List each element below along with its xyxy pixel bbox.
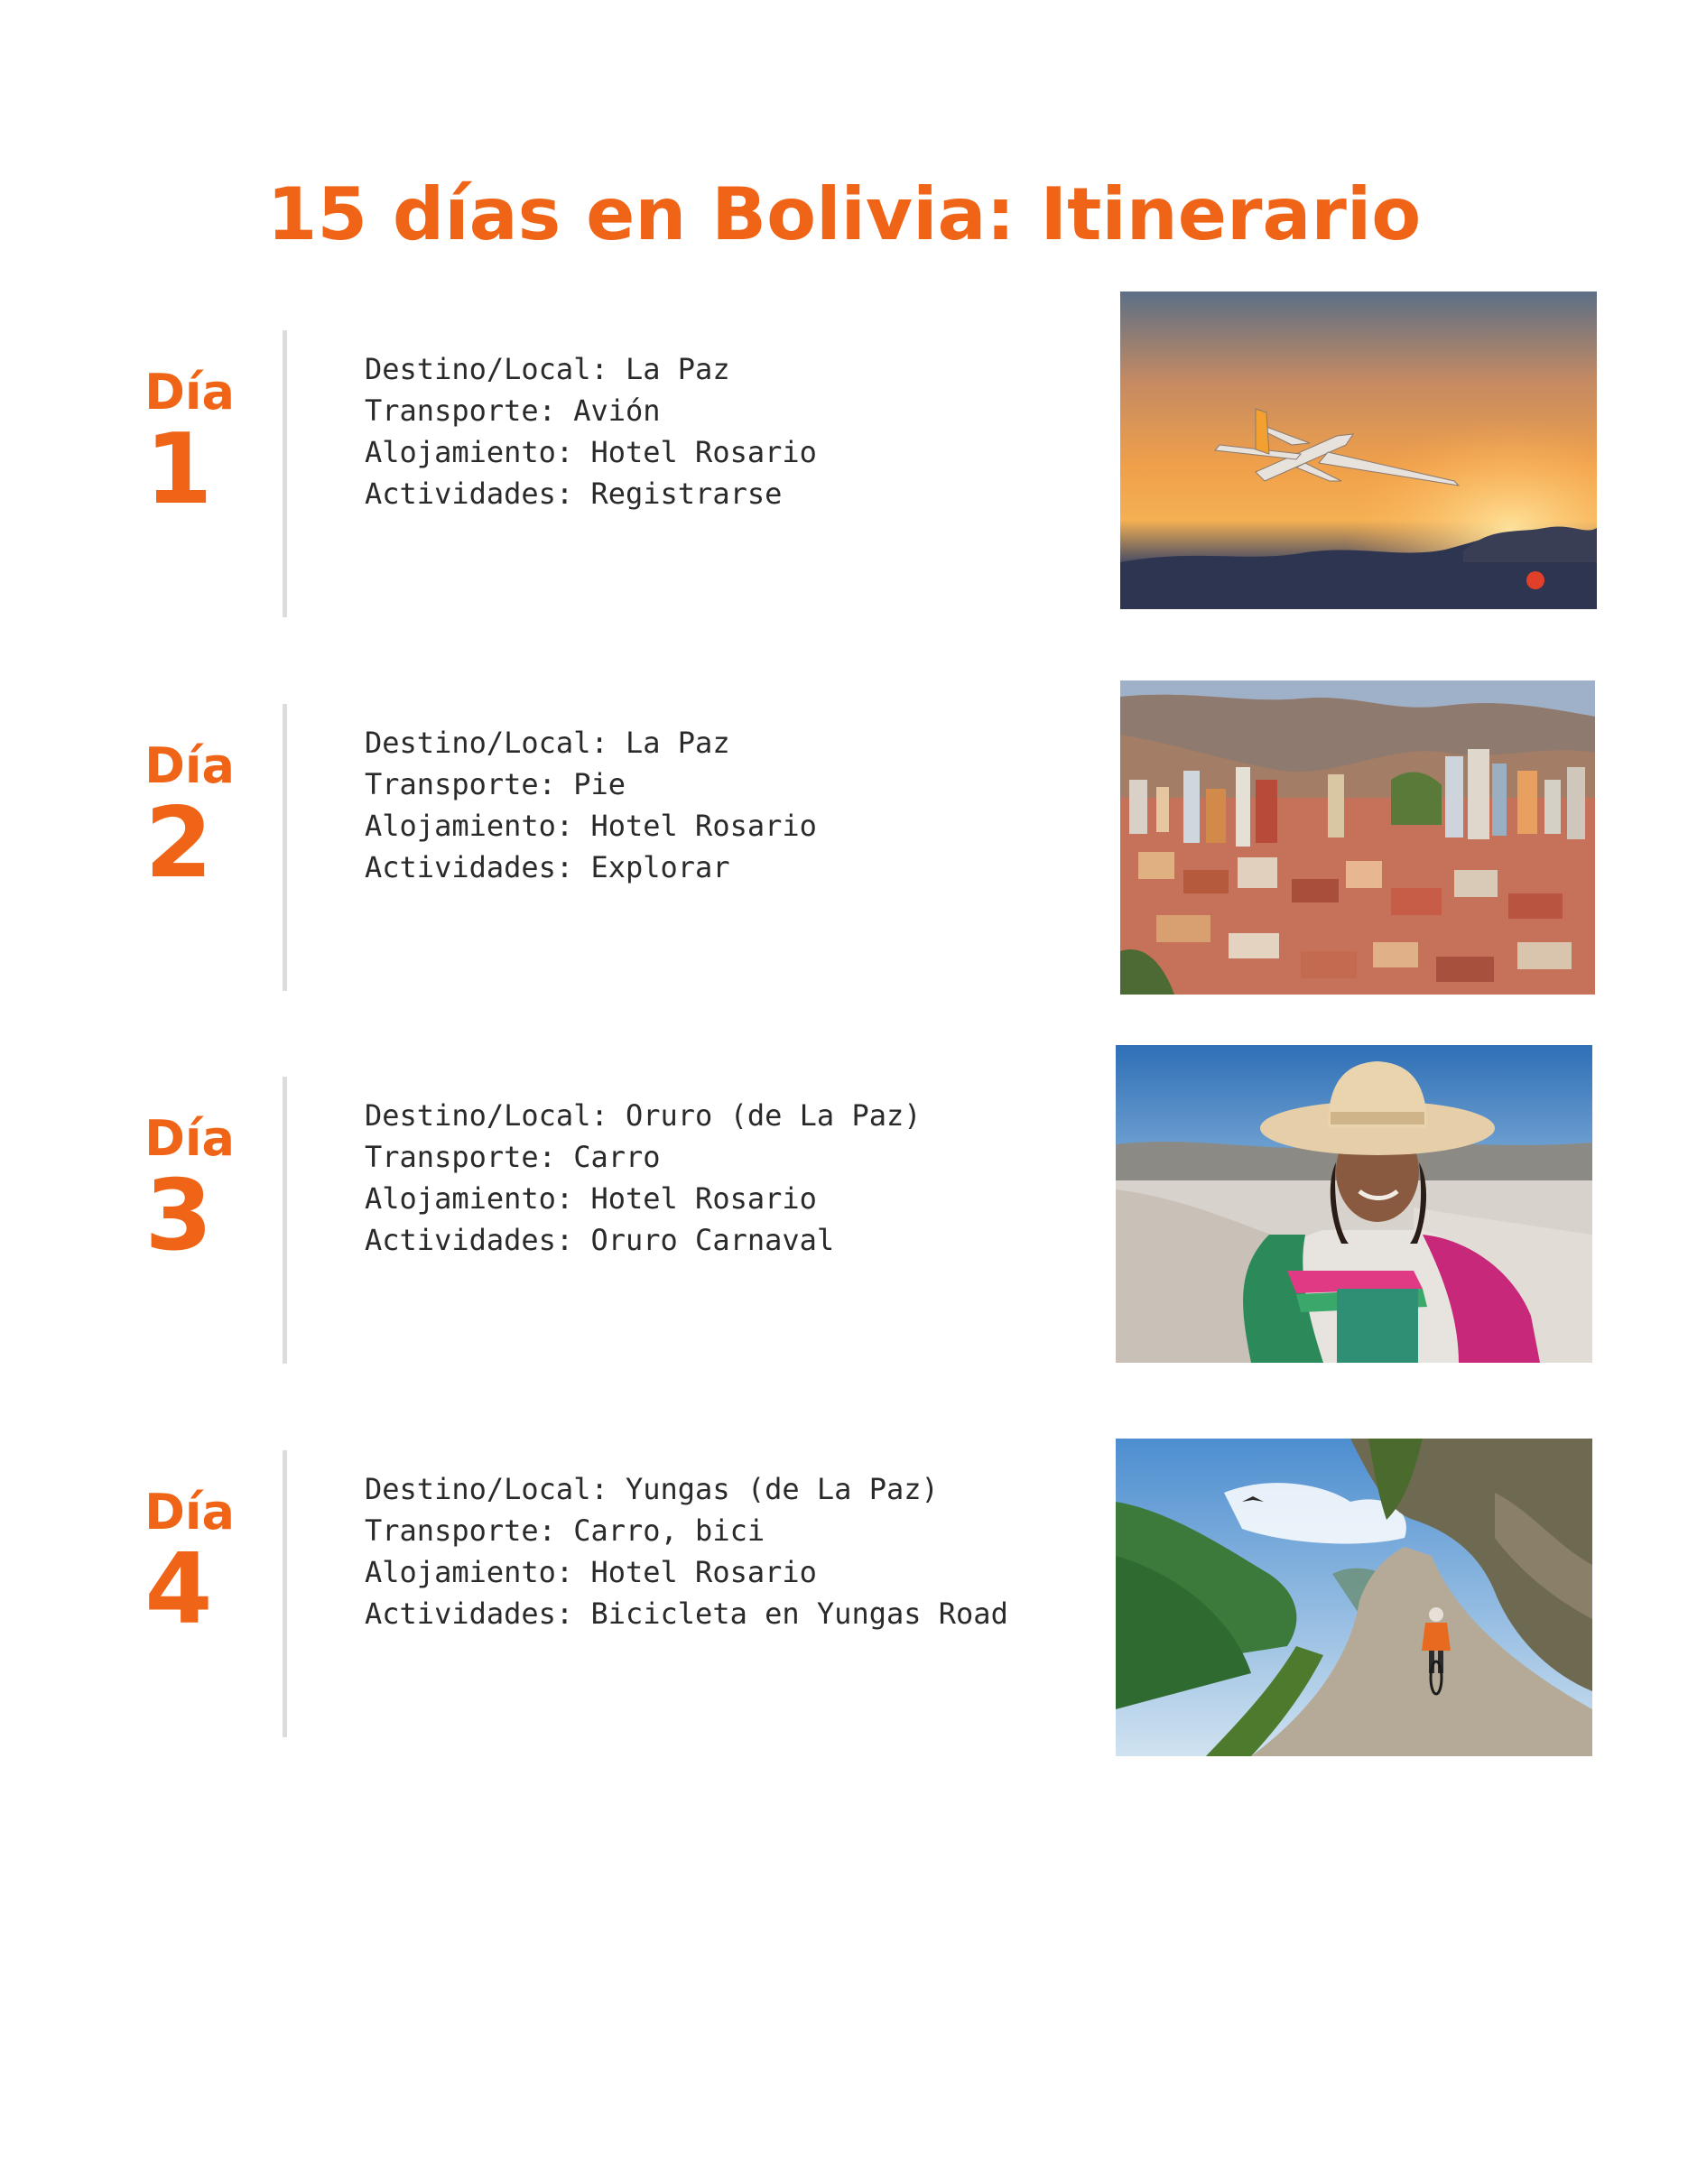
day-1-lodging: Alojamiento: Hotel Rosario xyxy=(365,435,817,469)
day-4-transport: Transporte: Carro, bici xyxy=(365,1513,765,1548)
day-2-details xyxy=(365,722,817,888)
day-2-word: Día xyxy=(144,737,235,794)
day-1-activities: Actividades: Registrarse xyxy=(365,477,783,511)
day-3-word: Día xyxy=(144,1110,235,1167)
day-3-number: 3 xyxy=(144,1160,213,1272)
day-2-destination: Destino/Local: La Paz xyxy=(365,726,730,760)
day-4-lodging: Alojamiento: Hotel Rosario xyxy=(365,1555,817,1589)
day-1-details xyxy=(365,348,817,514)
day-2-transport: Transporte: Pie xyxy=(365,767,626,801)
day-3-transport: Transporte: Carro xyxy=(365,1140,661,1174)
la-paz-cityscape-photo xyxy=(1120,680,1595,995)
yungas-road-cyclist-photo xyxy=(1116,1439,1592,1756)
day-4-number: 4 xyxy=(144,1533,213,1646)
bolivian-woman-photo xyxy=(1116,1045,1592,1363)
day-1-transport: Transporte: Avión xyxy=(365,393,661,428)
day-2-activities: Actividades: Explorar xyxy=(365,850,730,884)
day-3-divider xyxy=(283,1077,287,1364)
day-1-destination: Destino/Local: La Paz xyxy=(365,352,730,386)
day-2-divider xyxy=(283,704,287,991)
day-2-lodging: Alojamiento: Hotel Rosario xyxy=(365,809,817,843)
day-4-details xyxy=(365,1468,1008,1634)
day-1-word: Día xyxy=(144,364,235,421)
day-4-activities: Actividades: Bicicleta en Yungas Road xyxy=(365,1596,1008,1631)
day-2-number: 2 xyxy=(144,787,213,900)
day-3-destination: Destino/Local: Oruro (de La Paz) xyxy=(365,1098,922,1133)
day-4-divider xyxy=(283,1450,287,1737)
page-title: 15 días en Bolivia: Itinerario xyxy=(266,172,1422,256)
airplane-sunset-photo xyxy=(1120,292,1597,609)
day-3-lodging: Alojamiento: Hotel Rosario xyxy=(365,1181,817,1216)
day-3-details xyxy=(365,1095,922,1261)
day-1-divider xyxy=(283,330,287,617)
day-4-destination: Destino/Local: Yungas (de La Paz) xyxy=(365,1472,939,1506)
day-3-activities: Actividades: Oruro Carnaval xyxy=(365,1223,835,1257)
day-4-word: Día xyxy=(144,1484,235,1541)
day-1-number: 1 xyxy=(144,413,213,526)
